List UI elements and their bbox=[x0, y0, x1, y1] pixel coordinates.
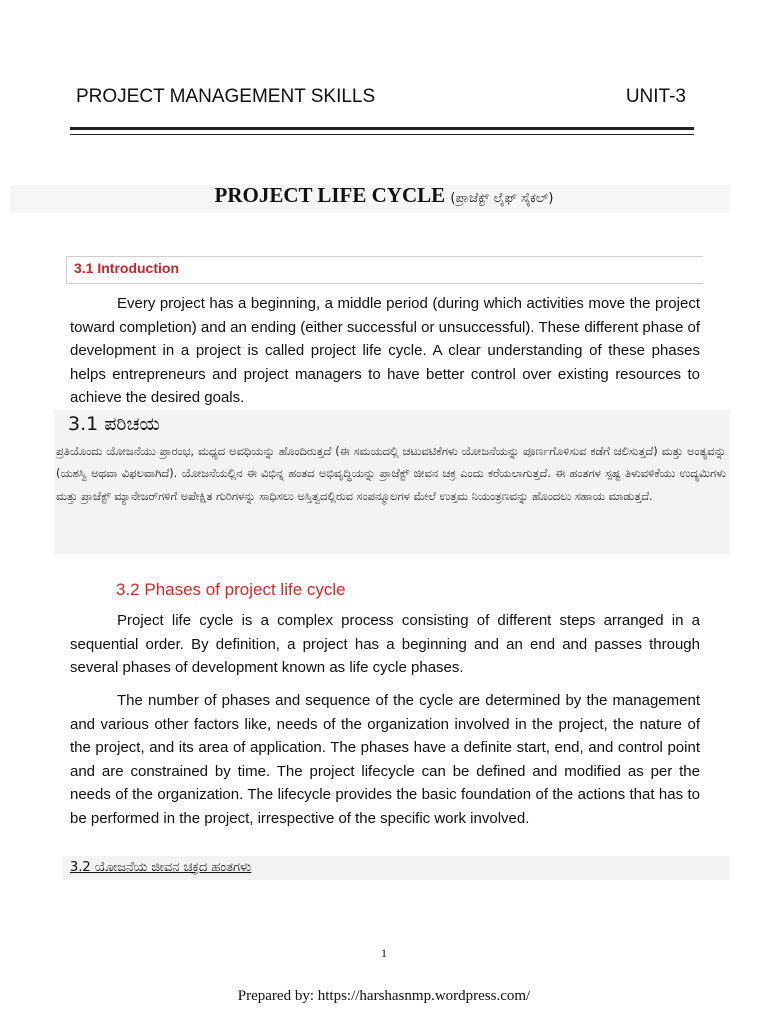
section-heading-introduction: 3.1 Introduction bbox=[74, 260, 179, 276]
phases-paragraph-1: Project life cycle is a complex process consisting of different steps arranged in a sequential order. By definition, a project has a beginning and an end and passes through several phases of development known as life cycle phases. bbox=[70, 612, 700, 676]
page-title-main: PROJECT LIFE CYCLE bbox=[214, 183, 446, 207]
introduction-paragraph: Every project has a beginning, a middle period (during which activities move the project toward completion) and an ending (either successful or unsuccessful). These different phase of development in a project is called project life cycle. A clear understanding of these phases helps entrepreneurs and project managers to have better control over existing resources to achieve the desired goals. bbox=[70, 295, 700, 406]
kannada-introduction-paragraph: ಪ್ರತಿಯೊಂದು ಯೋಜನೆಯು ಪ್ರಾರಂಭ, ಮಧ್ಯದ ಅವಧಿಯನ್ನು ಹೊಂದಿರುತ್ತದೆ (ಈ ಸಮಯದಲ್ಲಿ ಚಟುವಟಿಕೆಗಳು ಯೋಜನೆಯನ್ನು ಪೂರ್ಣಗೊಳಿಸುವ ಕಡೆಗೆ ಚಲಿಸುತ್ತದೆ) ಮತ್ತು ಅಂತ್ಯವನ್ನು (ಯಶಸ್ವಿ ಅಥವಾ ವಿಫಲವಾಗಿದೆ). ಯೋಜನೆಯಲ್ಲಿನ ಈ ವಿಭಿನ್ನ ಹಂತದ ಅಭಿವೃದ್ಧಿಯನ್ನು ಪ್ರಾಜೆಕ್ಟ್ ಜೀವನ ಚಕ್ರ ಎಂದು ಕರೆಯಲಾಗುತ್ತದೆ. ಈ ಹಂತಗಳ ಸ್ಪಷ್ಟ ತಿಳುವಳಿಕೆಯು ಉದ್ಯಮಿಗಳು ಮತ್ತು ಪ್ರಾಜೆಕ್ಟ್ ಮ್ಯಾನೇಜರ್‌ಗಳಿಗೆ ಅಪೇಕ್ಷಿತ ಗುರಿಗಳನ್ನು ಸಾಧಿಸಲು ಅಸ್ತಿತ್ವದಲ್ಲಿರುವ ಸಂಪನ್ಮೂಲಗಳ ಮೇಲೆ ಉತ್ತಮ ನಿಯಂತ್ರಣವನ್ನು ಹೊಂದಲು ಸಹಾಯ ಮಾಡುತ್ತದೆ. bbox=[56, 444, 726, 503]
header-divider-thick bbox=[70, 127, 694, 130]
kannada-section-heading-phases: 3.2 ಯೋಜನೆಯ ಜೀವನ ಚಕ್ರದ ಹಂತಗಳು bbox=[70, 860, 252, 875]
kannada-section-heading: 3.1 ಪರಿಚಯ bbox=[68, 413, 160, 435]
unit-label: UNIT-3 bbox=[625, 86, 686, 107]
page-title-kannada: (ಪ್ರಾಜೆಕ್ಟ್ ಲೈಫ್ ಸೈಕಲ್) bbox=[450, 191, 554, 206]
header-divider-thin bbox=[70, 134, 694, 135]
document-header-title: PROJECT MANAGEMENT SKILLS bbox=[76, 86, 376, 107]
section-heading-phases: 3.2 Phases of project life cycle bbox=[116, 580, 346, 599]
footer-credit: Prepared by: https://harshasnmp.wordpress.com/ bbox=[237, 988, 531, 1004]
page-number: 1 bbox=[381, 946, 387, 960]
phases-paragraph-2: The number of phases and sequence of the cycle are determined by the management and various other factors like, needs of the organization involved in the project, the nature of the project, and its area of application. The phases have a definite start, end, and control point and are constrained by time. The project lifecycle can be defined and modified as per the needs of the organization. The lifecycle provides the basic foundation of the actions that has to be performed in the project, irrespective of the specific work involved. bbox=[70, 692, 700, 827]
page-title bbox=[0, 183, 768, 208]
